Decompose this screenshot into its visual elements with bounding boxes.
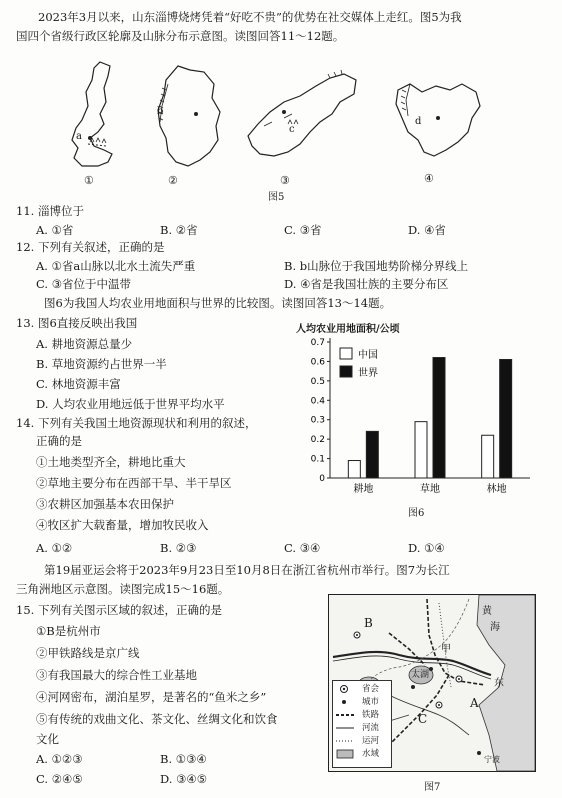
map-label-b: B: [364, 616, 373, 630]
q12-stem: 12. 下列有关叙述，正确的是: [16, 240, 165, 254]
map-label-ningbo: 宁波: [484, 755, 500, 764]
intro3-line-2: 三角洲地区示意图。读图完成15～16题。: [16, 582, 230, 596]
q12-option-c[interactable]: C. ③省位于中温带: [36, 277, 132, 291]
x-tick-label-林地: 林地: [486, 484, 507, 495]
q13-option-c[interactable]: C. 林地资源丰富: [36, 377, 121, 391]
map-label-yellow-sea-2: 海: [490, 622, 500, 633]
fig5-caption: 图5: [268, 192, 285, 203]
fig7-legend-symbols: [334, 683, 358, 765]
y-tick-label-0.5: 0.5: [310, 376, 325, 387]
bar-耕地-世界: [366, 431, 378, 478]
y-tick-label-0.3: 0.3: [310, 415, 325, 426]
bar-林地-世界: [500, 359, 512, 478]
letter-d: d: [415, 116, 422, 127]
legend-river: 河流: [362, 723, 380, 733]
y-tick-label-0.2: 0.2: [310, 435, 325, 446]
q15-option-d[interactable]: D. ③④⑤: [160, 772, 208, 786]
q15-item-1: ①B是杭州市: [36, 624, 101, 638]
legend-labels: [362, 683, 379, 761]
q14-stem-1: 14. 下列有关我国土地资源现状和利用的叙述，: [16, 416, 257, 430]
intro-line-2: 国四个省级行政区轮廓及山脉分布示意图。读图回答11～12题。: [16, 29, 345, 43]
legend-railway: 铁路: [362, 710, 380, 720]
fig5-province-2: [148, 62, 228, 174]
q14-option-d[interactable]: D. ①④: [408, 541, 445, 555]
y-tick-label-0: 0: [319, 474, 325, 484]
q15-option-c[interactable]: C. ②④⑤: [36, 772, 83, 786]
bar-林地-中国: [482, 435, 494, 478]
q15-item-5-cont: 文化: [36, 732, 59, 746]
q11-stem: 11. 淄博位于: [16, 204, 84, 218]
fig5-label-1: ①: [84, 174, 94, 187]
legend-city: 城市: [362, 697, 380, 707]
y-tick-label-0.7: 0.7: [310, 338, 325, 348]
intro-line-1: 2023年3月以来，山东淄博烧烤凭着“好吃不贵”的优势在社交媒体上走红。图5为我: [38, 10, 462, 24]
intro3-line-1: 第19届亚运会将于2023年9月23日至10月8日在浙江省杭州市举行。图7为长江: [44, 563, 450, 577]
q11-option-b[interactable]: B. ②省: [160, 223, 198, 237]
fig6-bar-chart: [296, 334, 536, 500]
q15-item-5: ⑤有传统的戏曲文化、茶文化、丝绸文化和饮食: [36, 712, 278, 726]
x-tick-label-耕地: 耕地: [353, 484, 374, 495]
map-label-yellow-sea-1: 黄: [482, 606, 492, 617]
q15-item-3: ③有我国最大的综合性工业基地: [36, 668, 197, 682]
legend-label-世界: 世界: [358, 368, 378, 379]
y-tick-label-0.6: 0.6: [310, 357, 325, 368]
map-label-east: 东: [494, 678, 504, 689]
q14-option-b[interactable]: B. ②③: [160, 541, 197, 555]
q11-option-a[interactable]: A. ①省: [36, 223, 74, 237]
q12-option-a[interactable]: A. ①省a山脉以北水土流失严重: [36, 259, 196, 273]
bar-草地-中国: [415, 422, 427, 478]
intro-fig6: 图6为我国人均农业用地面积与世界的比较图。读图回答13～14题。: [44, 296, 392, 310]
fig5-province-4: [388, 70, 488, 170]
q14-stem-2: 正确的是: [36, 434, 82, 448]
q13-option-a[interactable]: A. 耕地资源总量少: [36, 337, 133, 351]
q14-item-2: ②草地主要分布在西部干旱、半干旱区: [36, 476, 232, 490]
map-label-taihu: 太湖: [411, 670, 430, 680]
bar-耕地-中国: [348, 461, 360, 478]
q15-item-2: ②甲铁路线是京广线: [36, 646, 140, 660]
q15-item-4: ④河网密布，湖泊星罗，是著名的“鱼米之乡”: [36, 690, 267, 704]
q14-option-c[interactable]: C. ③④: [284, 541, 321, 555]
legend-swatch-中国: [340, 348, 352, 359]
q13-option-b[interactable]: B. 草地资源约占世界一半: [36, 357, 167, 371]
legend-provincial-capital: 省会: [362, 684, 380, 694]
fig5-province-3: [244, 66, 364, 166]
bar-草地-世界: [433, 358, 445, 478]
map-label-c: C: [418, 712, 428, 726]
chart-title: 人均农业用地面积/公顷: [296, 324, 400, 335]
letter-a: a: [76, 131, 82, 142]
q13-option-d[interactable]: D. 人均农业用地远低于世界平均水平: [36, 397, 225, 411]
fig5-province-1: [60, 58, 130, 178]
q14-item-1: ①土地类型齐全，耕地比重大: [36, 455, 186, 469]
y-tick-label-0.4: 0.4: [310, 396, 325, 407]
q14-item-3: ③农耕区加强基本农田保护: [36, 497, 174, 511]
y-tick-label-0.1: 0.1: [310, 454, 325, 465]
letter-c: c: [289, 124, 295, 135]
fig5-label-2: ②: [168, 174, 178, 187]
legend-canal: 运河: [362, 736, 380, 746]
fig6-caption: 图6: [408, 508, 425, 519]
legend-swatch-世界: [340, 366, 352, 377]
q15-option-b[interactable]: B. ①③④: [160, 752, 207, 766]
q13-stem: 13. 图6直接反映出我国: [16, 316, 138, 330]
q12-option-d[interactable]: D. ④省是我国壮族的主要分布区: [284, 277, 449, 291]
q11-option-c[interactable]: C. ③省: [284, 223, 322, 237]
q15-stem: 15. 下列有关图示区域的叙述，正确的是: [16, 603, 222, 617]
q12-option-b[interactable]: B. b山脉位于我国地势阶梯分界线上: [284, 259, 469, 273]
q14-option-a[interactable]: A. ①②: [36, 541, 73, 555]
fig5-label-3: ③: [280, 174, 290, 187]
q15-option-a[interactable]: A. ①②③: [36, 752, 83, 766]
map-label-a: A: [470, 696, 479, 710]
legend-label-中国: 中国: [358, 350, 378, 361]
letter-b: b: [157, 106, 164, 117]
legend-water: 水域: [362, 749, 380, 759]
fig7-caption: 图7: [424, 782, 441, 793]
x-tick-label-草地: 草地: [420, 484, 440, 495]
q14-item-4: ④牧区扩大载畜量，增加牧民收入: [36, 518, 209, 532]
map-label-jia: 甲: [441, 644, 451, 655]
fig5-label-4: ④: [424, 172, 434, 185]
q11-option-d[interactable]: D. ④省: [408, 223, 446, 237]
